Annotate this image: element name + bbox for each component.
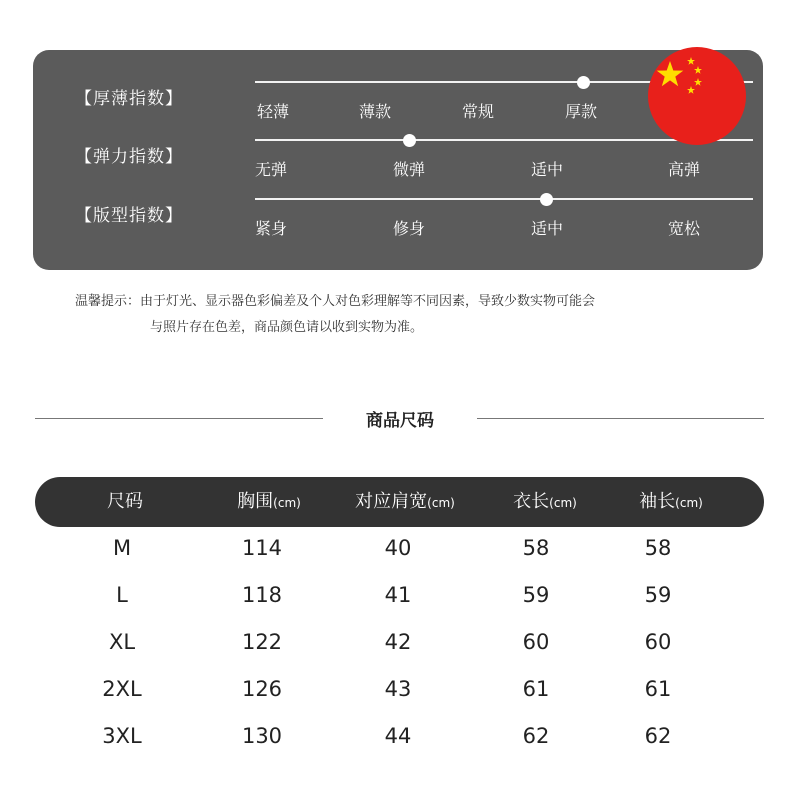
fit-option: 宽松 [667,219,701,238]
elasticity-option: 高弹 [667,160,701,179]
header-label: 袖长 [639,491,676,512]
table-cell: 114 [241,536,283,560]
fit-option: 适中 [530,219,564,238]
table-cell: 44 [384,724,412,748]
table-cell: 41 [384,583,412,607]
table-cell: 61 [644,677,672,701]
table-cell: L [116,583,128,607]
table-cell: 62 [644,724,672,748]
thickness-slider-knob [577,76,590,89]
disclaimer-line: 温馨提示：由于灯光、显示器色彩偏差及个人对色彩理解等不同因素，导致少数实物可能会 [75,294,596,309]
table-cell: 126 [241,677,283,701]
table-cell: 3XL [102,724,142,748]
elasticity-option: 无弹 [254,160,288,179]
thickness-option: 厚款 [564,102,598,121]
table-cell: 2XL [102,677,142,701]
header-unit: (cm) [427,496,455,510]
table-cell: 58 [644,536,672,560]
fit-option: 紧身 [254,219,288,238]
table-cell: 60 [644,630,672,654]
china-flag-icon [648,47,746,145]
table-cell: 118 [241,583,283,607]
thickness-option: 薄款 [358,102,392,121]
header-label: 胸围 [237,491,274,512]
table-cell: 59 [644,583,672,607]
table-cell: XL [108,630,136,654]
table-cell: 40 [384,536,412,560]
disclaimer-line: 与照片存在色差，商品颜色请以收到实物为准。 [150,320,424,335]
fit-slider-knob [540,193,553,206]
table-cell: M [112,536,132,560]
header-shoulder [355,477,455,527]
table-cell: 122 [241,630,283,654]
fit-slider-track [255,198,753,200]
color-disclaimer [75,289,595,341]
thickness-option: 轻薄 [256,102,290,121]
header-unit: (cm) [675,496,703,510]
fit-index-label: 【版型指数】 [75,206,183,226]
table-cell: 42 [384,630,412,654]
header-length [513,477,577,527]
elasticity-option: 适中 [530,160,564,179]
header-unit: (cm) [273,496,301,510]
header-chest [237,477,301,527]
table-cell: 62 [522,724,550,748]
header-unit: (cm) [549,496,577,510]
table-cell: 43 [384,677,412,701]
table-cell: 130 [241,724,283,748]
header-label: 尺码 [107,491,143,512]
fit-option: 修身 [392,219,426,238]
size-table-header [35,477,764,527]
table-cell: 60 [522,630,550,654]
header-sleeve [639,477,703,527]
thickness-option: 常规 [461,102,495,121]
header-label: 衣长 [513,491,550,512]
header-label: 对应肩宽 [355,491,428,512]
elasticity-slider-knob [403,134,416,147]
elasticity-option: 微弹 [392,160,426,179]
header-size [107,477,143,527]
table-cell: 59 [522,583,550,607]
thickness-index-label: 【厚薄指数】 [75,89,183,109]
table-cell: 58 [522,536,550,560]
elasticity-index-label: 【弹力指数】 [75,147,183,167]
table-cell: 61 [522,677,550,701]
section-title: 商品尺码 [366,411,434,431]
